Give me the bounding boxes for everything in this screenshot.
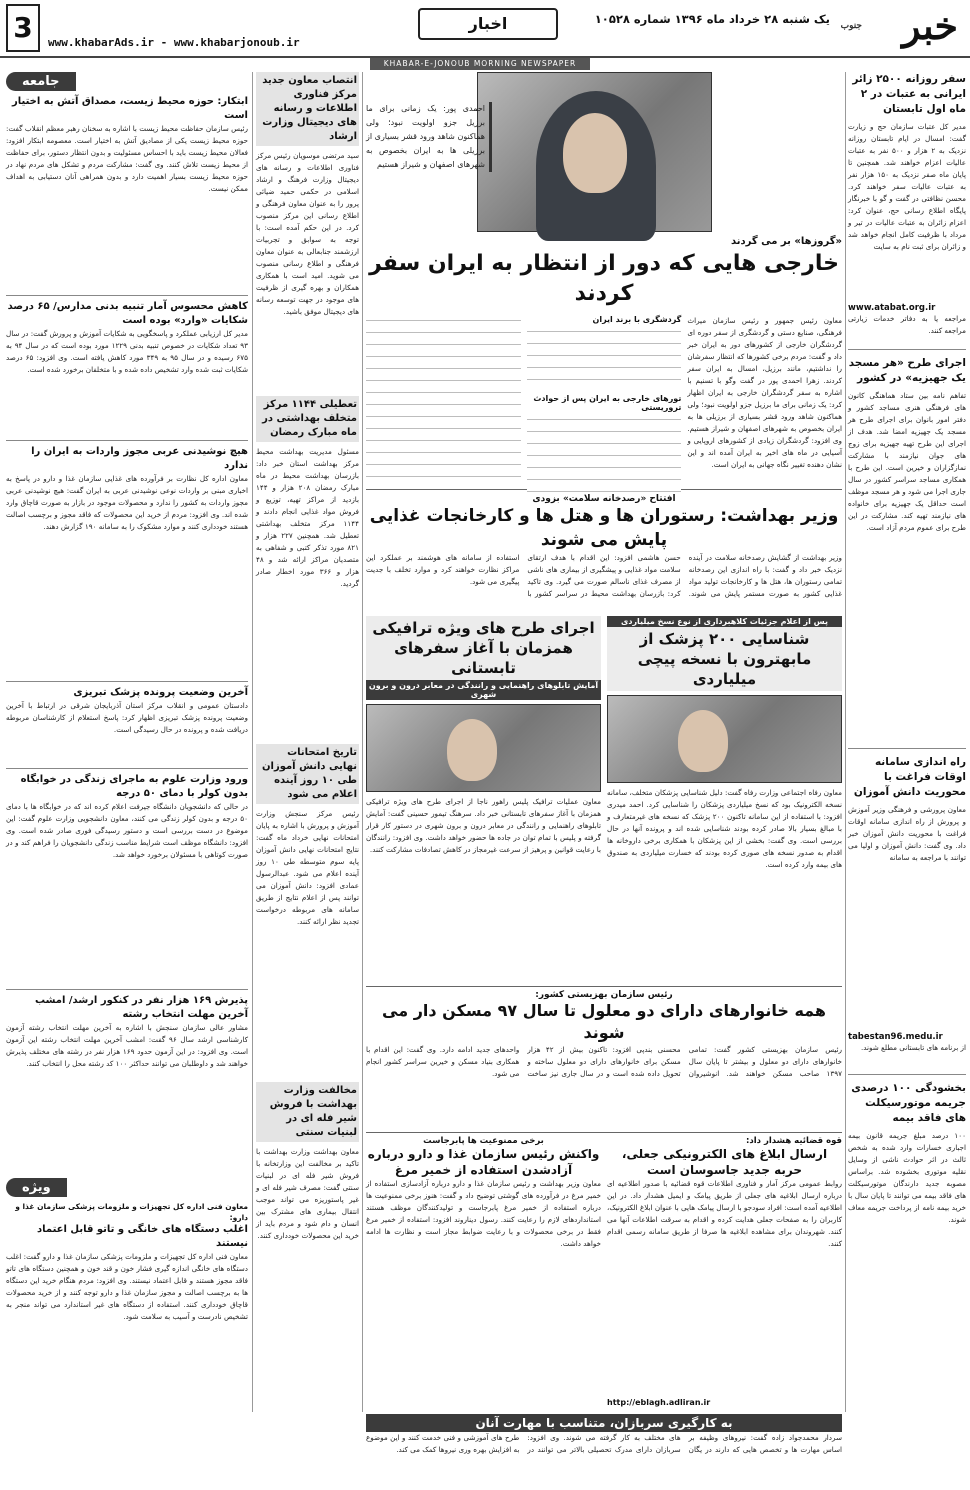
english-name-bar: KHABAR-E-JONOUB MORNING NEWSPAPER [370, 58, 590, 70]
newspaper-logo [840, 4, 958, 50]
health-body: وزیر بهداشت از گشایش رصدخانه سلامت در آینده نزدیک خبر داد و گفت: با راه اندازی این رصدخانه تمامی رستوران ها، هتل ها و کارخانجات تولید مواد غذایی کشور به صورت مستمر پایش می شوند. حسن هاشمی افزود: این اقدام با هدف ارتقای سلامت مواد غذایی و پیشگیری از بیماری های ناشی از مصرف غذای ناسالم صورت می گیرد. وی تاکید کرد: بازرسان بهداشت محیط در سراسر کشور با استفاده از سامانه های هوشمند بر عملکرد این مراکز نظارت خواهند کرد و موارد تخلف با جدیت پیگیری می شود. [366, 553, 842, 598]
lead-subhead-2: تورهای خارجی به ایران پس از حوادث تروریستی [533, 394, 682, 412]
headline-faraghat: راه اندازی سامانه اوقات فراغت با محوریت دانش آموزان [848, 748, 966, 800]
headline-shir: مخالفت وزارت بهداشت با فروش شیر فله ای در لبنیات سنتی [256, 1082, 359, 1142]
headline-tatili: تعطیلی ۱۱۴۴ مرکز متخلف بهداشتی در ماه مبارک رمضان [256, 396, 359, 442]
atabat-tail: مراجعه یا به دفاتر خدمات زیارتی مراجعه کنند. [848, 314, 966, 335]
article-body-ebtekar: رئیس سازمان حفاظت محیط زیست با اشاره به سخنان رهبر معظم انقلاب گفت: حوزه محیط زیست یکی از مصادیق آتش به اختیار است. معصومه ابتکار افزود: فعالان محیط زیست باید با احساس مسئولیت و بدون انتظار دستور، برای حفاظت از محیط زیست تلاش کنند. وی گفت: مشارکت مردم و تشکل های مردم نهاد در حوزه محیط زیست بسیار اهمیت دارد و بدون همراهی آنان دستیابی به اهداف ممکن نیست. [6, 124, 248, 193]
text-lines [527, 414, 682, 494]
lower-story-row [366, 1132, 842, 1410]
health-kicker: افتتاح «رصدخانه سلامت» بزودی [532, 494, 676, 504]
photo-face [563, 113, 627, 193]
issue-date-line: یک شنبه ۲۸ خرداد ماه ۱۳۹۶ شماره ۱۰۵۲۸ [594, 12, 830, 26]
housing-body: رئیس سازمان بهزیستی کشور گفت: تمامی خانوارهای دارای دو معلول و بیشتر تا پایان سال ۱۳۹۷ صاحب مسکن خواهند شد. انوشیروان محسنی بندپی افزود: تاکنون بیش از ۴۲ هزار مسکن برای خانوارهای دارای دو معلول ساخته و تحویل داده شده است و در سال جاری نیز ساخت واحدهای جدید ادامه دارد. وی گفت: این اقدام با همکاری بنیاد مسکن و خیرین سراسر کشور انجام می شود. [366, 1045, 842, 1078]
article-body-bimeh: ۱۰۰ درصد مبلغ جریمه قانون بیمه اجباری خسارات وارد شده به شخص ثالث در اثر حوادث ناشی از وسایل نقلیه موتوری بخشوده شد. براساس مصوبه جدید دارندگان موتورسیکلت های فاقد بیمه می توانند تا پایان سال با خرید بیمه نامه از پرداخت جریمه معاف شوند. [848, 1131, 966, 1224]
photo-caption: احمدی پور: یک زمانی برای ما برزیل جزو اولویت نبود؛ ولی هماکنون شاهد ورود قشر بسیاری از برزیلی ها به ایران بخصوص به شهرهای اصفهان و شیراز هستیم [366, 102, 492, 172]
food-story [366, 1136, 601, 1410]
text-lines [366, 315, 521, 483]
special-header [6, 1178, 248, 1197]
judiciary-body: روابط عمومی مرکز آمار و فناوری اطلاعات قوه قضائیه با صدور اطلاعیه ای درباره ارسال ابلاغیه های جعلی از طریق پیامک و ایمیل هشدار داد. در این اطلاعیه آمده است: افراد سودجو با ارسال پیامک هایی با عنوان ابلاغ الکترونیک، کاربران را به صفحات جعلی هدایت کرده و اقدام به سرقت اطلاعات آنها می کنند. شهروندان برای مشاهده ابلاغیه ها صرفا از طریق سامانه رسمی اقدام کنند. [607, 1179, 842, 1248]
right-column [848, 72, 966, 1418]
doctors-body: معاون رفاه اجتماعی وزارت رفاه گفت: دلیل شناسایی پزشکان متخلف، سامانه نسخه الکترونیک بود که نسخ میلیاردی پزشکان را شناسایی کرد. احمد میدری افزود: با استفاده از این سامانه تاکنون ۲۰۰ پزشک که نسخه های غیرمتعارف و با مبالغ بسیار بالا صادر کرده بودند شناسایی شده اند و پرونده آنها در حال بررسی است. وی گفت: بخشی از این پزشکان با همکاری برخی داروخانه ها اقدام به صدور نسخه های صوری کرده بودند که خسارت میلیاردی به صندوق های بیمه وارد کرده است. [607, 788, 842, 869]
doctors-photo [607, 695, 842, 783]
food-body: معاون وزیر بهداشت و رئیس سازمان غذا و دارو درباره آزادسازی استفاده از خمیر مرغ در فرآورده های گوشتی توضیح داد و گفت: هنوز برخی ممنوعیت ها درباره استفاده از خمیر مرغ پابرجاست و تولیدکنندگان موظف هستند استانداردهای لازم را رعایت کنند. رسول دیناروند افزود: استفاده از خمیر مرغ فقط در برخی محصولات و با رعایت ضوابط مجاز است و نظارت ها ادامه خواهد داشت. [366, 1179, 601, 1248]
special-label: ویژه [6, 1178, 67, 1197]
traffic-body: معاون عملیات ترافیک پلیس راهور ناجا از اجرای طرح های ویژه ترافیکی همزمان با آغاز سفرهای تابستانی خبر داد. سرهنگ تیمور حسینی گفت: آمایش تابلوهای راهنمایی و رانندگی در معابر درون و برون شهری در دستور کار قرار گرفته و پلیس با تمام توان در جاده ها حضور خواهد داشت. وی افزود: رانندگان با رعایت قوانین و پرهیز از سرعت غیرمجاز در کاهش تصادفات مشارکت کنند. [366, 797, 601, 854]
page-number: 3 [6, 4, 40, 52]
headline-khabgah: ورود وزارت علوم به ماجرای زندگی در خوابگاه بدون کولر با دمای ۵۰ درجه [6, 768, 248, 801]
lead-story-columns [366, 315, 842, 483]
article-body-emtehan: رئیس مرکز سنجش وزارت آموزش و پرورش با اشاره به پایان امتحانات نهایی خرداد ماه گفت: نتایج امتحانات نهایی دانش آموزان پایه سوم متوسطه طی ۱۰ روز آینده اعلام می شود. عبدالرسول عمادی افزود: دانش آموزان می توانند پس از اعلام نتایج از طریق سامانه های مربوطه درخواست تجدید نظر ارائه کنند. [256, 809, 359, 926]
headline-ershad: انتصاب معاون جدید مرکز فناوری اطلاعات و رسانه های دیجیتال وزارت ارشاد [256, 72, 359, 146]
logo-text: خبر [902, 3, 958, 48]
headline-atabat: سفر روزانه ۲۵۰۰ زائر ایرانی به عتبات در ۲ ماه اول تابستان [852, 73, 966, 115]
judiciary-kicker: قوه قضائیه هشدار داد: [745, 1136, 842, 1146]
headline-bimeh: بخشودگی ۱۰۰ درصدی جریمه موتورسیکلت های فاقد بیمه [848, 1074, 966, 1126]
society-label: جامعه [6, 72, 76, 91]
lead-headline: خارجی هایی که دور از انتظار به ایران سفر کردند [369, 251, 839, 306]
logo-subtitle: جنوب [840, 21, 862, 31]
column-divider [845, 72, 846, 1412]
column-divider [252, 72, 253, 1412]
middle-story-row [366, 616, 842, 982]
article-body-konkur: مشاور عالی سازمان سنجش با اشاره به آخرین مهلت انتخاب رشته آزمون کارشناسی ارشد سال ۹۶ گفت: امشب آخرین مهلت انتخاب رشته این آزمون است. وی افزود: در این آزمون حدود ۱۶۹ هزار نفر در رشته های مختلف پذیرش خواهند شد و داوطلبان می توانند حداکثر ۱۰۰ کد رشته محل را انتخاب کنند. [6, 1023, 249, 1068]
health-story [366, 489, 842, 612]
photo-face [447, 719, 497, 781]
judiciary-story [607, 1136, 842, 1410]
article-body-jahizieh: تفاهم نامه بین ستاد هماهنگی کانون های فرهنگی هنری مساجد کشور و دفتر امور بانوان برای اجرای طرح هر مسجد یک جهیزیه امضا شد. هدف از اجرای این طرح تهیه جهیزیه برای زوج های جوان نیازمند با مشارکت نمازگزاران و خیرین است. این طرح با همکاری مساجد سراسر کشور در سال جاری اجرا می شود و هر مسجد موظف است حداقل یک جهیزیه برای خانواده های نیازمند تهیه کند. مشارکت در این طرح برای عموم مردم آزاد است. [848, 391, 966, 532]
tatoo-kicker: معاون فنی اداره کل تجهیزات و ملزومات پزشکی سازمان غذا و دارو: [15, 1202, 248, 1222]
article-body-ershad: سید مرتضی موسویان رئیس مرکز فناوری اطلاعات و رسانه های دیجیتال وزارت فرهنگ و ارشاد اسلامی در حکمی حمید ضیائی پرور را به عنوان معاون فرهنگی و اطلاع رسانی این مرکز منصوب کرد. در این حکم آمده است: با توجه به سوابق و تجربیات ارزشمند جنابعالی به عنوان معاون فرهنگی و اطلاع رسانی منصوب می شوید. امید است با همکاری همکاران و بهره گیری از ظرفیت های موجود در جهت توسعه رسانه های دیجیتال موفق باشید. [256, 151, 359, 316]
lead-kicker: «گروزها» بر می گردند [730, 236, 842, 247]
main-column [366, 72, 842, 1454]
article-body-tatili: مسئول مدیریت بهداشت محیط مرکز بهداشت استان خبر داد: بازرسان بهداشت محیط در ماه مبارک رمضان ۲۰۸ هزار و ۱۴۴ بازدید از مراکز تهیه، توزیع و فروش مواد غذایی انجام دادند و ۱۱۴۴ مرکز متخلف بهداشتی تعطیل شد. همچنین ۲۲۷ هزار و ۸۲۱ مورد تذکر کتبی و شفاهی به متصدیان مراکز ارائه شد و ۴۸ هزار و ۳۶۶ مورد اخطار صادر گردید. [256, 447, 359, 588]
website-urls[interactable]: www.khabarAds.ir - www.khabarjonoub.ir [48, 36, 300, 49]
soldiers-body: سردار محمدجواد زاده گفت: نیروهای وظیفه بر اساس مهارت ها و تخصص هایی که دارند در یگان های مختلف به کار گرفته می شوند. وی افزود: سربازان دارای مدرک تحصیلی بالاتر می توانند در طرح های آموزشی و فنی خدمت کنند و این موضوع به افزایش بهره وری نیروها کمک می کند. [366, 1433, 842, 1454]
traffic-kicker: آمایش تابلوهای راهنمایی و رانندگی در معابر درون و برون شهری [366, 680, 601, 700]
society-header [6, 72, 248, 91]
headline-nooshidani: هیچ نوشیدنی عربی مجوز واردات به ایران را ندارد [6, 440, 248, 473]
article-body-pezeshk: دادستان عمومی و انقلاب مرکز استان آذربایجان شرقی در ارتباط با آخرین وضعیت پرونده پزشک تبریزی اظهار کرد: پاسخ استعلام از کارشناسان مربوطه دریافت شده و پرونده در حال رسیدگی است. [6, 701, 248, 734]
lead-story-body: معاون رئیس جمهور و رئیس سازمان میراث فرهنگی، صنایع دستی و گردشگری از سفر دوره ای گردشگران خارجی از کشورهای دور به ایران خبر داد و گفت: مردم برخی کشورها که انتظار سفرشان را نداشتیم، مانند برزیل، امسال به ایران سفر کردند. زهرا احمدی پور در گفت وگو با تسنیم با اشاره به سفر گردشگران خارجی به ایران اظهار کرد: یک زمانی برای ما برزیل جزو اولویت نبود؛ ولی هماکنون شاهد ورود قشر بسیاری از برزیلی ها به ایران بخصوص به شهرهای اصفهان و شیراز هستیم. وی افزود: گردشگران زیادی از کشورهای اروپایی و آسیایی در ماه های اخیر به ایران آمده اند و این نشان دهنده تغییر نگاه جهانی به ایران است. [687, 316, 842, 469]
headline-emtehan: تاریخ امتحانات نهایی دانش آموزان طی ۱۰ روز آینده اعلام می شود [256, 744, 359, 804]
section-title: اخبار [418, 8, 558, 40]
article-body-atabat: مدیر کل عتبات سازمان حج و زیارت گفت: امسال در ایام تابستان روزانه نزدیک به ۲ هزار و ۵۰۰ نفر به عتبات عالیات اعزام خواهند شد. همچنین تا پایان ماه صفر نزدیک به ۱۵۰ هزار نفر به عتبات عالیات سفر خواهند کرد. محسن نظافتی در گفت و گو با خبرنگار پایگاه اطلاع رسانی حج، عنوان کرد: اعزام زائران به عتبات عالیات در تیر و مرداد با ظرفیت کامل انجام خواهد شد و زائران برای ثبت نام به سایت [848, 122, 966, 251]
faraghat-tail: از برنامه های تابستانی مطلع شوند. [860, 1043, 966, 1052]
housing-story [366, 986, 842, 1128]
masthead [0, 0, 970, 58]
housing-kicker: رئیس سازمان بهزیستی کشور: [535, 990, 673, 1000]
traffic-story [366, 616, 601, 982]
article-body-tatoo: معاون فنی اداره کل تجهیزات و ملزومات پزشکی سازمان غذا و دارو گفت: اغلب دستگاه های خانگی اندازه گیری فشار خون و قند خون و همچنین دستگاه های تاتو فاقد مجوز هستند و قابل اعتماد نیستند. وی افزود: مردم هنگام خرید این دستگاه ها به برچسب اصالت و مجوز سازمان غذا و دارو توجه کنند و از خرید محصولات قاچاق خودداری کنند. استفاده از دستگاه های غیر استاندارد می تواند منجر به تشخیص نادرست و آسیب به سلامت شود. [6, 1252, 248, 1321]
left-column [6, 72, 248, 1418]
article-body-nooshidani: معاون اداره کل نظارت بر فرآورده های غذایی سازمان غذا و دارو در پاسخ به اخباری مبنی بر واردات نوعی نوشیدنی عربی به ایران گفت: هیچ نوشیدنی عربی مجوز واردات به کشور را ندارد و محصولات موجود در بازار به صورت قاچاق وارد شده اند. وی افزود: مردم از خرید این محصولات که فاقد مجوز و برچسب اصالت هستند خودداری کنند و موارد مشکوک را به سامانه ۱۹۰ گزارش دهند. [6, 474, 248, 531]
headline-jahizieh: اجرای طرح «هر مسجد یک جهیزیه» در کشور [848, 349, 966, 386]
headline-tanbih: کاهش محسوس آمار تنبیه بدنی مدارس/ ۶۵ درصد شکایات «وارد» بوده است [6, 295, 248, 328]
lead-story-side [527, 315, 682, 483]
soldiers-headline: به کارگیری سربازان، متناسب با مهارت آنان [366, 1414, 842, 1432]
judiciary-link[interactable]: http://eblagh.adliran.ir [607, 1398, 711, 1407]
doctors-story [607, 616, 842, 982]
photo-face [678, 710, 728, 772]
lead-subhead-1: گردشگری با برند ایران [592, 315, 682, 324]
doctors-headline: شناسایی ۲۰۰ پزشک از مابهترون با نسخه پیچی میلیاردی [607, 627, 842, 691]
doctors-kicker: پس از اعلام جزئیات کلاهبرداری از نوع نسخ میلیاردی [607, 616, 842, 627]
atabat-link[interactable]: www.atabat.org.ir [848, 303, 936, 313]
column-divider [362, 72, 363, 1412]
headline-tatoo: اغلب دستگاه های خانگی و تاتو قابل اعتماد نیستند [37, 1224, 248, 1249]
judiciary-headline: ارسال ابلاغ های الکترونیکی جعلی، حربه جدید جاسوسان است [621, 1147, 828, 1177]
article-body-faraghat: معاون پرورشی و فرهنگی وزیر آموزش و پرورش از راه اندازی سامانه اوقات فراغت با محوریت دانش آموزان خبر داد. وی گفت: دانش آموزان و اولیا می توانند با مراجعه به سامانه [848, 805, 966, 862]
headline-ebtekar: ابتکار: حوزه محیط زیست، مصداق آتش به اختیار است [12, 96, 248, 121]
article-body-tanbih: مدیر کل ارزیابی عملکرد و پاسخگویی به شکایات آموزش و پرورش گفت: در سال ۹۳ تعداد شکایات در خصوص تنبیه بدنی ۱۲۲۹ مورد بوده است که در سال ۹۴ به ۶۷۵ رسیده و در سال ۹۵ به ۳۴۹ مورد کاهش یافته است. وی افزود: ۶۵ درصد شکایات ثبت شده وارد تشخیص داده شده و با متخلفان برخورد شده است. [6, 329, 248, 374]
article-body-shir: معاون بهداشت وزارت بهداشت با تاکید بر مخالفت این وزارتخانه با فروش شیر فله ای در لبنیات سنتی گفت: مصرف شیر فله ای و غیر پاستوریزه می تواند موجب انتقال بیماری های مشترک بین انسان و دام شود و مردم باید از خرید این محصولات خودداری کنند. [256, 1147, 359, 1240]
headline-pezeshk: آخرین وضعیت پرونده پزشک تبریزی [6, 681, 248, 700]
text-lines [527, 326, 682, 390]
faraghat-link[interactable]: tabestan96.medu.ir [848, 1032, 943, 1042]
health-headline: وزیر بهداشت: رستوران ها و هتل ها و کارخانجات غذایی پایش می شوند [369, 506, 839, 550]
lead-photo [477, 72, 712, 232]
food-kicker: برخی ممنوعیت ها پابرجاست [423, 1136, 544, 1146]
soldiers-story [366, 1414, 842, 1490]
headline-konkur: پذیرش ۱۶۹ هزار نفر در کنکور ارشد/ امشب آخرین مهلت انتخاب رشته [6, 989, 248, 1022]
traffic-headline: اجرای طرح های ویژه ترافیکی همزمان با آغاز سفرهای تابستانی [366, 616, 601, 680]
housing-headline: همه خانوارهای دارای دو معلول تا سال ۹۷ مسکن دار می شوند [382, 1001, 826, 1042]
article-body-khabgah: در حالی که دانشجویان دانشگاه جیرفت اعلام کرده اند که در خوابگاه ها با دمای ۵۰ درجه و بدون کولر زندگی می کنند، معاون دانشجویی وزارت علوم گفت: این موضوع در دست بررسی است و دستور رسیدگی فوری صادر شده است. وی افزود: دانشگاه موظف است شرایط مناسب زندگی دانشجویان را فراهم کند و در صورت کوتاهی با مسئولان برخورد خواهد شد. [6, 802, 248, 859]
food-headline: واکنش رئیس سازمان غذا و دارو درباره آزادشدن استفاده از خمیر مرغ [367, 1147, 600, 1177]
middle-column [256, 72, 359, 1418]
lead-photo-area [366, 72, 842, 232]
traffic-photo [366, 704, 601, 792]
